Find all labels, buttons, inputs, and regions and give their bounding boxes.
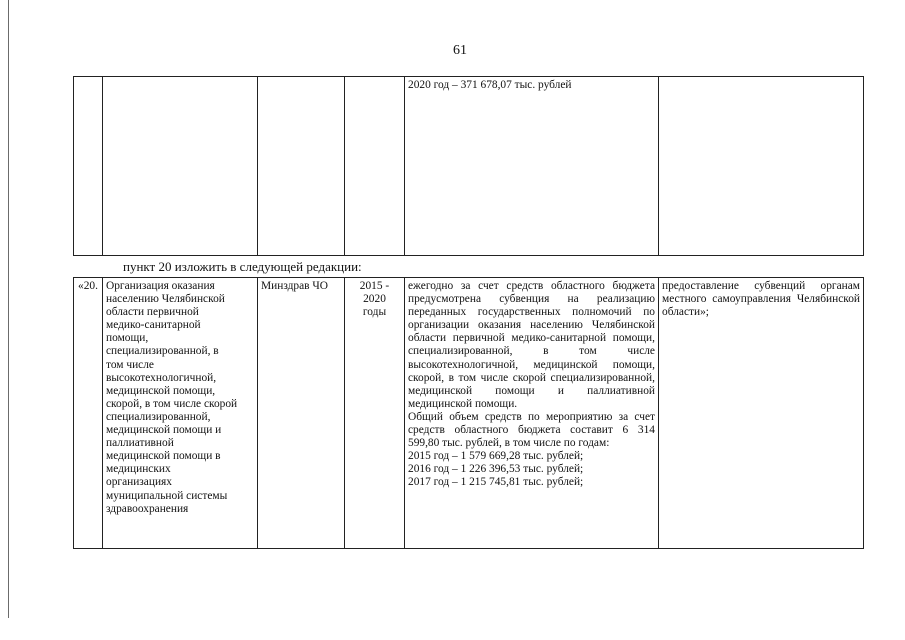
cell-num-empty xyxy=(74,77,103,256)
page-number: 61 xyxy=(453,43,467,58)
table-row xyxy=(74,278,864,549)
executor: Минздрав ЧО xyxy=(258,278,345,549)
funding-year: 2017 год – 1 215 745,81 тыс. рублей; xyxy=(408,476,584,489)
funding-paragraph-1: ежегодно за счет средств областного бюджета предусмотрена субвенция на реализацию переданных государственных полномочий по организации оказания населению Челябинской области первичной медико-санитарной помощи, специализированной, в том числе высокотехнологичной, медицинской помощи, скорой, в том числе скорой специализированной, медицинской помощи и паллиативной медицинской помощи. xyxy=(408,280,655,410)
funding xyxy=(405,278,659,549)
cell-executor-empty xyxy=(258,77,345,256)
amendment-caption: пункт 20 изложить в следующей редакции: xyxy=(123,259,362,274)
expected-result: предоставление субвенций органам местного самоуправления Челябинской области»; xyxy=(659,278,864,549)
event-description: Организация оказания населению Челябинской области первичной медико-санитарной помощи, специализированной, в том числе высокотехнологичной, медицинской помощи, скорой, в том числе скорой специализированной, медицинской помощи и паллиативной медицинской помощи в медицинских организациях муниципальной системы здравоохранения xyxy=(103,278,258,549)
funding-paragraph-2: Общий объем средств по мероприятию за счет средств областного бюджета составит 6 314 599,80 тыс. рублей, в том числе по годам: xyxy=(408,410,655,450)
cell-result-empty xyxy=(659,77,864,256)
cell-event-empty xyxy=(103,77,258,256)
period: 2015 - 2020 годы xyxy=(345,278,405,549)
cell-period-empty xyxy=(345,77,405,256)
item-20-table xyxy=(73,277,864,549)
cell-funding-2020: 2020 год – 371 678,07 тыс. рублей xyxy=(405,77,659,256)
continued-table xyxy=(73,76,864,256)
funding-year: 2016 год – 1 226 396,53 тыс. рублей; xyxy=(408,463,584,476)
item-number: «20. xyxy=(74,278,103,549)
funding-year: 2015 год – 1 579 669,28 тыс. рублей; xyxy=(408,450,584,463)
page-margin-line xyxy=(8,0,9,618)
